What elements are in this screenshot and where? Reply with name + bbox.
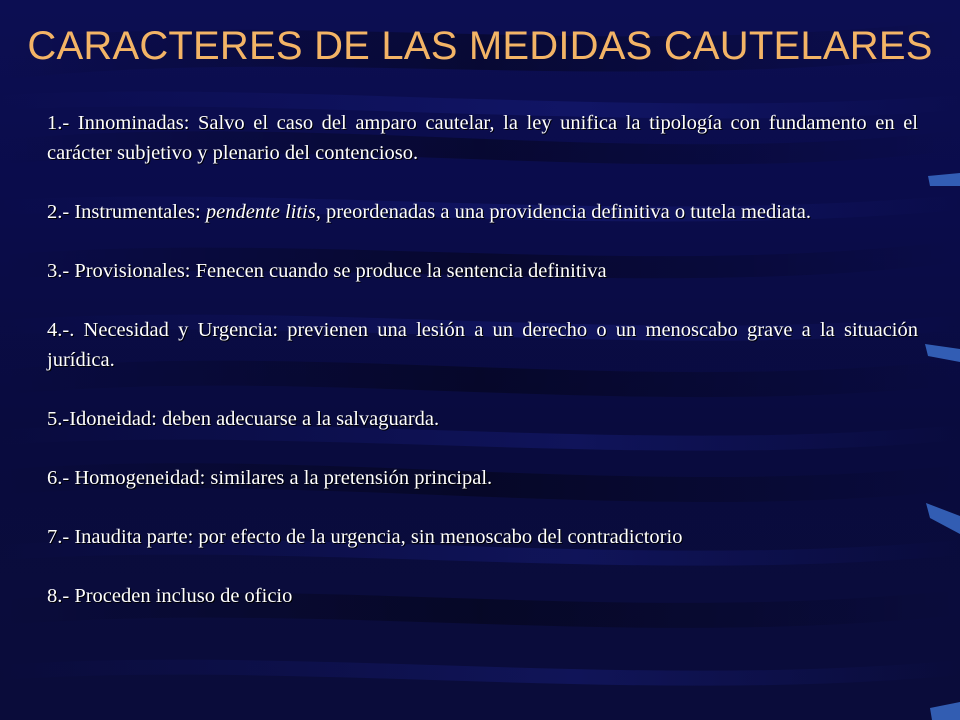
slide-title: CARACTERES DE LAS MEDIDAS CAUTELARES [27,24,933,68]
list-item-inaudita-parte: 7.- Inaudita parte: por efecto de la urgencia, sin menoscabo del contradictorio [47,526,683,548]
item-latin-term: pendente litis, [205,201,321,223]
list-item-innominadas: 1.- Innominadas: Salvo el caso del amparo cautelar, la ley unifica la tipología con fundamento en el carácter subjetivo y plenario del contencioso. [47,112,918,164]
list-item-idoneidad: 5.-Idoneidad: deben adecuarse a la salvaguarda. [47,408,440,430]
list-item-provisionales: 3.- Provisionales: Fenecen cuando se produce la sentencia definitiva [47,260,607,282]
item-text: preordenadas a una providencia definitiva o tutela mediata. [320,201,811,223]
list-item-necesidad-urgencia: 4.-. Necesidad y Urgencia: previenen una lesión a un derecho o un menoscabo grave a la situación jurídica. [47,319,918,371]
slide-content [47,108,918,611]
list-item-de-oficio: 8.- Proceden incluso de oficio [47,585,293,607]
list-item-homogeneidad: 6.- Homogeneidad: similares a la pretensión principal. [47,467,493,489]
item-text: 2.- Instrumentales: [47,201,206,223]
list-item-instrumentales [47,197,918,227]
